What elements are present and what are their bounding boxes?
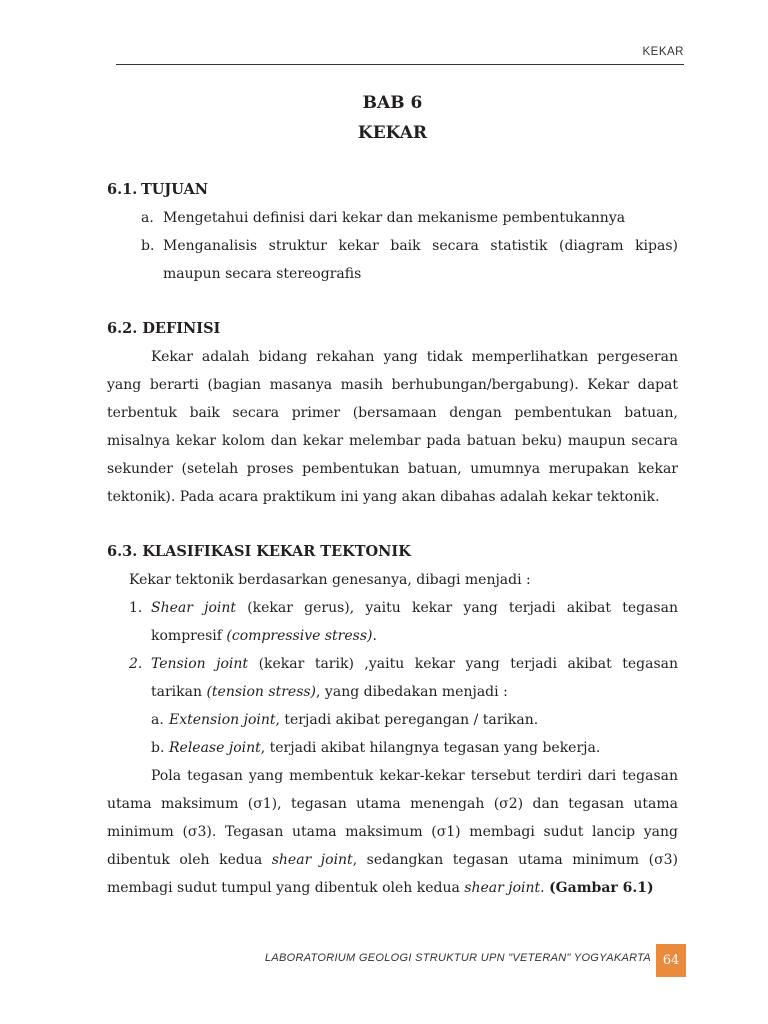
section-heading-klasifikasi: 6.3. KLASIFIKASI KEKAR TEKTONIK [107, 543, 411, 560]
list-item-shear-joint: 1. Shear joint (kekar gerus), yaitu kekar yang terjadi akibat tegasan kompresif (compressive stress). [129, 600, 678, 644]
page-content [107, 88, 678, 902]
section-heading-tujuan: 6.1. TUJUAN [107, 181, 208, 198]
chapter-title: KEKAR [357, 123, 428, 143]
paragraph-intro: Kekar tektonik berdasarkan genesanya, dibagi menjadi : [129, 572, 531, 588]
page-number-badge: 64 [656, 944, 686, 977]
sub-item-release-joint: b. Release joint, terjadi akibat hilangnya tegasan yang bekerja. [151, 740, 601, 756]
section-heading-definisi: 6.2. DEFINISI [107, 320, 221, 337]
list-item: a. Mengetahui definisi dari kekar dan mekanisme pembentukannya [141, 210, 626, 226]
running-header: KEKAR [642, 46, 684, 58]
header-rule [116, 64, 684, 65]
paragraph-pola-tegasan: Pola tegasan yang membentuk kekar-kekar tersebut terdiri dari tegasan utama maksimum (σ1), tegasan utama menengah (σ2) dan tegasan utama minimum (σ3). Tegasan utama maksimum (σ1) membagi sudut lancip yang dibentuk oleh kedua shear joint, sedangkan tegasan utama minimum (σ3) membagi sudut tumpul yang dibentuk oleh kedua shear joint. (Gambar 6.1) [107, 768, 678, 896]
footer-institution: LABORATORIUM GEOLOGI STRUKTUR UPN "VETERAN" YOGYAKARTA [264, 952, 651, 964]
sub-item-extension-joint: a. Extension joint, terjadi akibat peregangan / tarikan. [151, 712, 539, 728]
list-item: b. Menganalisis struktur kekar baik secara statistik (diagram kipas) maupun secara stereografis [141, 238, 678, 282]
list-item-tension-joint: 2. Tension joint (kekar tarik) ,yaitu kekar yang terjadi akibat tegasan tarikan (tension stress), yang dibedakan menjadi : [129, 656, 678, 700]
paragraph-definisi: Kekar adalah bidang rekahan yang tidak memperlihatkan pergeseran yang berarti (bagian masanya masih berhubungan/bergabung). Kekar dapat terbentuk baik secara primer (bersamaan dengan pembentukan batuan, misalnya kekar kolom dan kekar melembar pada batuan beku) maupun secara sekunder (setelah proses pembentukan batuan, umumnya merupakan kekar tektonik). Pada acara praktikum ini yang akan dibahas adalah kekar tektonik. [107, 349, 678, 505]
figure-reference: (Gambar 6.1) [549, 880, 654, 896]
chapter-number: BAB 6 [362, 93, 423, 113]
